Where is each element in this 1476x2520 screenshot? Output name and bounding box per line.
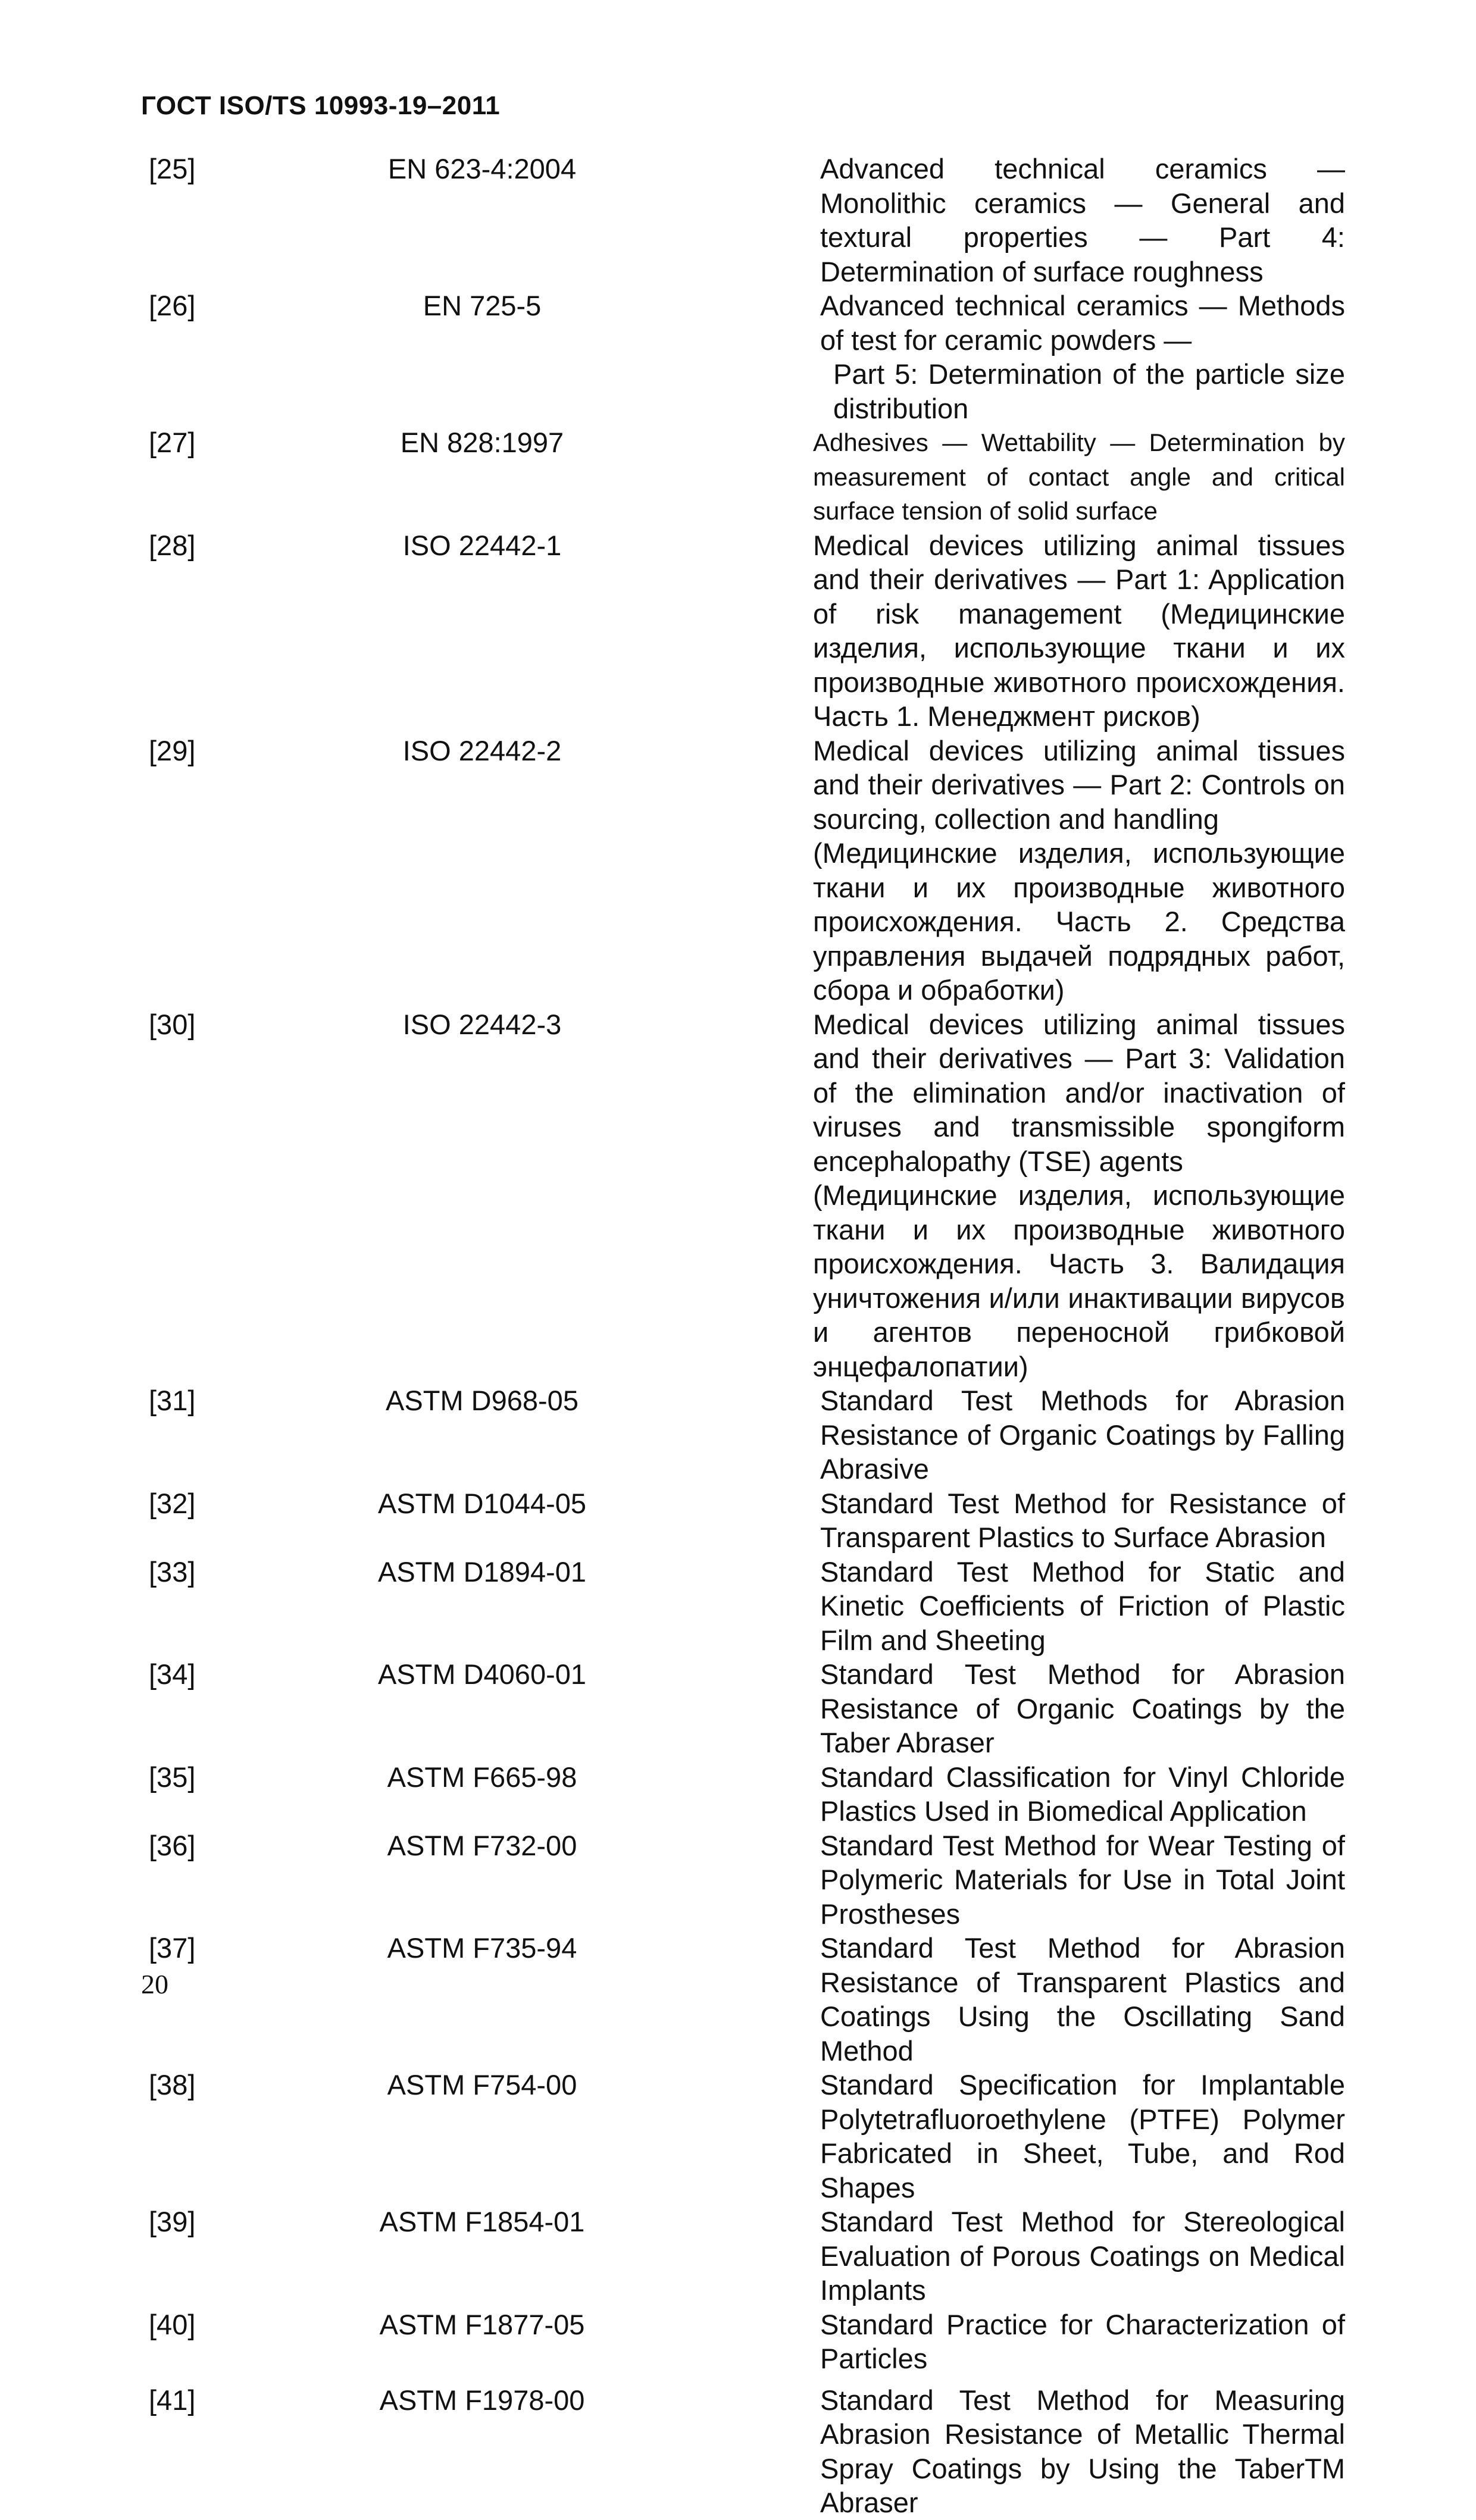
reference-number: [35]: [149, 1761, 196, 1793]
reference-title: [813, 1007, 1345, 1384]
reference-number: [41]: [149, 2384, 196, 2416]
reference-code: ASTM D968-05: [386, 1385, 578, 1416]
reference-item: [149, 2383, 1345, 2520]
reference-number: [29]: [149, 734, 196, 766]
reference-title: [813, 734, 1345, 1007]
reference-number: [39]: [149, 2206, 196, 2237]
reference-code: EN 828:1997: [400, 427, 564, 458]
reference-title-text: Standard Classification for Vinyl Chloride Plastics Used in Biomedical Application: [820, 1761, 1345, 1827]
reference-title: [813, 425, 1345, 528]
reference-title-text: Adhesives — Wettability — Determination by measurement of contact angle and critical surface tension of solid surface: [813, 428, 1345, 525]
reference-code: ASTM F732-00: [387, 1829, 577, 1861]
reference-item: [149, 734, 1345, 1007]
reference-code: ASTM F1877-05: [379, 2308, 585, 2340]
reference-item: [149, 1657, 1345, 1760]
reference-number: [36]: [149, 1829, 196, 1861]
reference-item: [149, 1486, 1345, 1555]
reference-title-text: Standard Specification for Implantable Polytetrafluoroethylene (PTFE) Polymer Fabricated in Sheet, Tube, and Rod Shapes: [820, 2069, 1345, 2203]
reference-title-text: Medical devices utilizing animal tissues and their derivatives — Part 2: Controls on sourcing, collection and handling: [813, 734, 1345, 835]
reference-item: [149, 1931, 1345, 2068]
reference-item: [149, 1829, 1345, 1932]
reference-title: [820, 2308, 1345, 2376]
reference-title-text: Medical devices utilizing animal tissues and their derivatives — Part 1: Application of risk management (Медицинские изделия, использующие ткани и их производные животного происхождения. Часть 1. Менеджмент рисков): [813, 529, 1345, 732]
reference-item: [149, 425, 1345, 528]
reference-number: [27]: [149, 427, 196, 458]
reference-title-text: Standard Test Method for Measuring Abrasion Resistance of Metallic Thermal Spray Coatings by Using the TaberTM Abraser: [820, 2384, 1345, 2518]
reference-title-text: Part 5: Determination of the particle size distribution: [833, 358, 1345, 424]
reference-code: ASTM F735-94: [387, 1932, 577, 1964]
reference-title: [820, 1555, 1345, 1658]
reference-title: [820, 2068, 1345, 2205]
reference-title-text: Standard Test Method for Abrasion Resistance of Transparent Plastics and Coatings Using the Oscillating Sand Method: [820, 1932, 1345, 2067]
reference-title: [820, 1486, 1345, 1555]
reference-code: ISO 22442-2: [402, 734, 562, 766]
reference-code: ISO 22442-1: [402, 529, 562, 561]
reference-code: ASTM F1978-00: [379, 2384, 585, 2416]
reference-title: [820, 2383, 1345, 2520]
reference-title: [820, 1829, 1345, 1932]
reference-item: [149, 1760, 1345, 1829]
reference-title-text: Standard Test Method for Abrasion Resistance of Organic Coatings by the Taber Abraser: [820, 1658, 1345, 1758]
reference-item: [149, 1555, 1345, 1658]
reference-item: [149, 2205, 1345, 2308]
reference-title-text: Standard Test Method for Stereological Evaluation of Porous Coatings on Medical Implants: [820, 2206, 1345, 2306]
reference-title: [820, 2205, 1345, 2308]
reference-number: [33]: [149, 1555, 196, 1588]
reference-code: EN 725-5: [423, 290, 542, 321]
reference-title: [820, 1383, 1345, 1486]
reference-title: [813, 528, 1345, 734]
reference-title-text: Standard Practice for Characterization of Particles: [820, 2308, 1345, 2374]
reference-title-text: Standard Test Method for Wear Testing of Polymeric Materials for Use in Total Joint Prostheses: [820, 1829, 1345, 1930]
reference-title-text: Advanced technical ceramics — Monolithic ceramics — General and textural properties — Part 4: Determination of surface roughness: [820, 153, 1345, 287]
reference-title-text: (Медицинские изделия, использующие ткани и их производные животного происхождения. Часть 2. Средства управления выдачей подрядных работ, сбора и обработки): [813, 837, 1345, 1006]
reference-title-text: Standard Test Method for Static and Kinetic Coefficients of Friction of Plastic Film and Sheeting: [820, 1555, 1345, 1656]
page-number: 20: [141, 1969, 168, 1999]
reference-code: ISO 22442-3: [402, 1008, 562, 1040]
reference-code: ASTM D4060-01: [377, 1658, 587, 1690]
reference-title: [820, 1760, 1345, 1829]
reference-item: [149, 2308, 1345, 2376]
reference-item: [149, 152, 1345, 289]
reference-title-text: Medical devices utilizing animal tissues and their derivatives — Part 3: Validation of the elimination and/or inactivation of viruses and transmissible spongiform encephalopathy (TSE) agents: [813, 1008, 1345, 1177]
reference-number: [31]: [149, 1385, 196, 1416]
reference-code: EN 623-4:2004: [387, 153, 577, 184]
reference-code: ASTM D1894-01: [377, 1555, 587, 1588]
reference-number: [40]: [149, 2308, 196, 2340]
reference-number: [37]: [149, 1932, 196, 1964]
reference-title: [820, 289, 1345, 425]
reference-item: [149, 2068, 1345, 2205]
reference-title: [820, 152, 1345, 289]
reference-title-text: Advanced technical ceramics — Methods of test for ceramic powders —: [820, 290, 1345, 356]
reference-item: [149, 289, 1345, 425]
reference-list: [149, 152, 1345, 2520]
reference-code: ASTM F665-98: [387, 1761, 577, 1793]
reference-title-text: (Медицинские изделия, использующие ткани и их производные животного происхождения. Часть 3. Валидация уничтожения и/или инактивации вирусов и агентов переносной грибковой энцефалопатии): [813, 1179, 1345, 1382]
reference-title-text: Standard Test Method for Resistance of Transparent Plastics to Surface Abrasion: [820, 1487, 1345, 1553]
reference-number: [32]: [149, 1487, 196, 1519]
reference-title-text: Standard Test Methods for Abrasion Resistance of Organic Coatings by Falling Abrasive: [820, 1385, 1345, 1485]
reference-title: [820, 1931, 1345, 2068]
reference-number: [34]: [149, 1658, 196, 1690]
reference-code: ASTM F1854-01: [379, 2206, 585, 2237]
reference-number: [26]: [149, 290, 196, 321]
reference-number: [38]: [149, 2069, 196, 2100]
reference-code: ASTM F754-00: [387, 2069, 577, 2100]
reference-number: [25]: [149, 153, 196, 184]
reference-item: [149, 1383, 1345, 1486]
document-header: ГОСТ ISO/TS 10993-19–2011: [141, 91, 501, 120]
reference-item: [149, 528, 1345, 734]
reference-code: ASTM D1044-05: [377, 1487, 587, 1519]
reference-number: [30]: [149, 1008, 196, 1040]
reference-number: [28]: [149, 529, 196, 561]
reference-item: [149, 1007, 1345, 1384]
reference-title: [820, 1657, 1345, 1760]
